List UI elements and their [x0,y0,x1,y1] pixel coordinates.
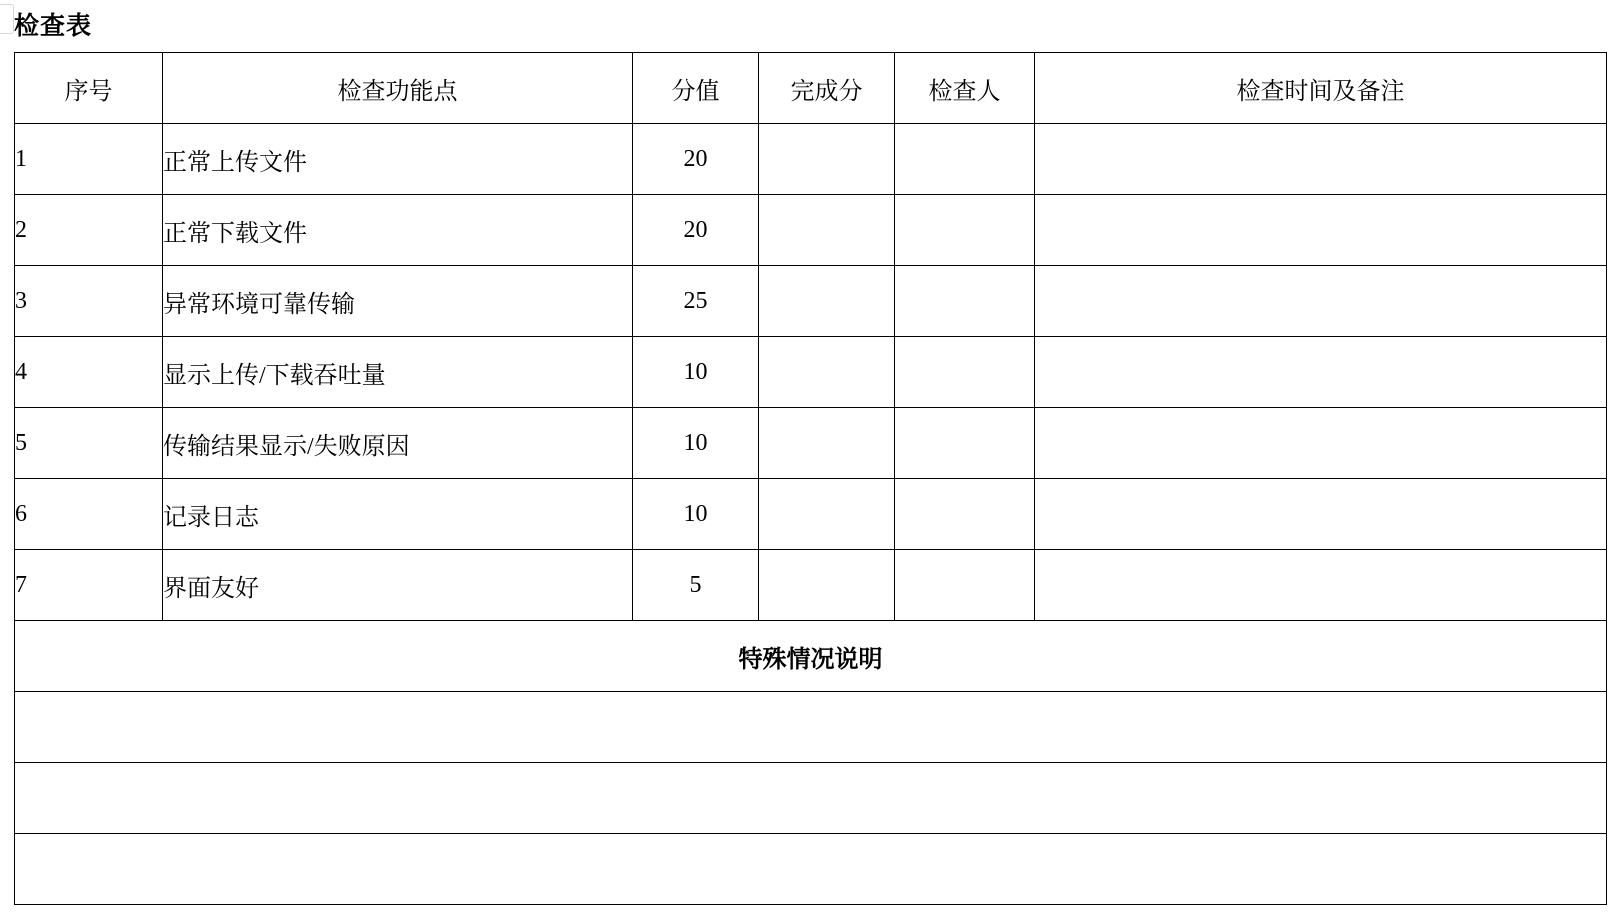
cell-time-note[interactable] [1035,195,1607,266]
column-header-function: 检查功能点 [163,53,633,124]
cell-done-score[interactable] [759,266,895,337]
cell-score: 25 [633,266,759,337]
table-row [15,195,1607,266]
cell-index: 4 [15,337,163,408]
cell-score: 5 [633,550,759,621]
cell-function: 异常环境可靠传输 [163,266,633,337]
cell-score: 10 [633,408,759,479]
cell-inspector[interactable] [895,124,1035,195]
column-header-time-note: 检查时间及备注 [1035,53,1607,124]
cell-inspector[interactable] [895,550,1035,621]
cell-done-score[interactable] [759,195,895,266]
cell-function: 传输结果显示/失败原因 [163,408,633,479]
cell-index: 6 [15,479,163,550]
special-section-blank-row [15,834,1607,905]
cell-done-score[interactable] [759,337,895,408]
table-row [15,550,1607,621]
column-header-score: 分值 [633,53,759,124]
cell-inspector[interactable] [895,266,1035,337]
column-header-index: 序号 [15,53,163,124]
cell-time-note[interactable] [1035,266,1607,337]
cell-time-note[interactable] [1035,124,1607,195]
table-row [15,337,1607,408]
cell-index: 3 [15,266,163,337]
cell-time-note[interactable] [1035,337,1607,408]
cell-index: 2 [15,195,163,266]
cell-index: 7 [15,550,163,621]
table-row [15,479,1607,550]
cell-time-note[interactable] [1035,550,1607,621]
cell-inspector[interactable] [895,479,1035,550]
cell-function: 正常下载文件 [163,195,633,266]
title-marker-icon [0,4,14,34]
special-section-blank-line[interactable] [15,834,1607,905]
cell-done-score[interactable] [759,124,895,195]
table-header-row [15,53,1607,124]
special-section-title: 特殊情况说明 [15,621,1607,692]
cell-score: 10 [633,479,759,550]
cell-inspector[interactable] [895,337,1035,408]
cell-time-note[interactable] [1035,479,1607,550]
table-row [15,266,1607,337]
cell-function: 正常上传文件 [163,124,633,195]
cell-time-note[interactable] [1035,408,1607,479]
cell-score: 20 [633,195,759,266]
cell-score: 10 [633,337,759,408]
special-section-blank-row [15,763,1607,834]
table-row [15,124,1607,195]
special-section-blank-line[interactable] [15,763,1607,834]
cell-index: 1 [15,124,163,195]
cell-function: 显示上传/下载吞吐量 [163,337,633,408]
cell-done-score[interactable] [759,408,895,479]
cell-function: 界面友好 [163,550,633,621]
table-row [15,408,1607,479]
cell-inspector[interactable] [895,195,1035,266]
column-header-done-score: 完成分 [759,53,895,124]
column-header-inspector: 检查人 [895,53,1035,124]
cell-done-score[interactable] [759,550,895,621]
cell-score: 20 [633,124,759,195]
cell-index: 5 [15,408,163,479]
special-section-title-row [15,621,1607,692]
cell-done-score[interactable] [759,479,895,550]
special-section-blank-row [15,692,1607,763]
cell-inspector[interactable] [895,408,1035,479]
checklist-table [14,52,1607,905]
page-title: 检查表 [14,13,93,40]
special-section-blank-line[interactable] [15,692,1607,763]
cell-function: 记录日志 [163,479,633,550]
